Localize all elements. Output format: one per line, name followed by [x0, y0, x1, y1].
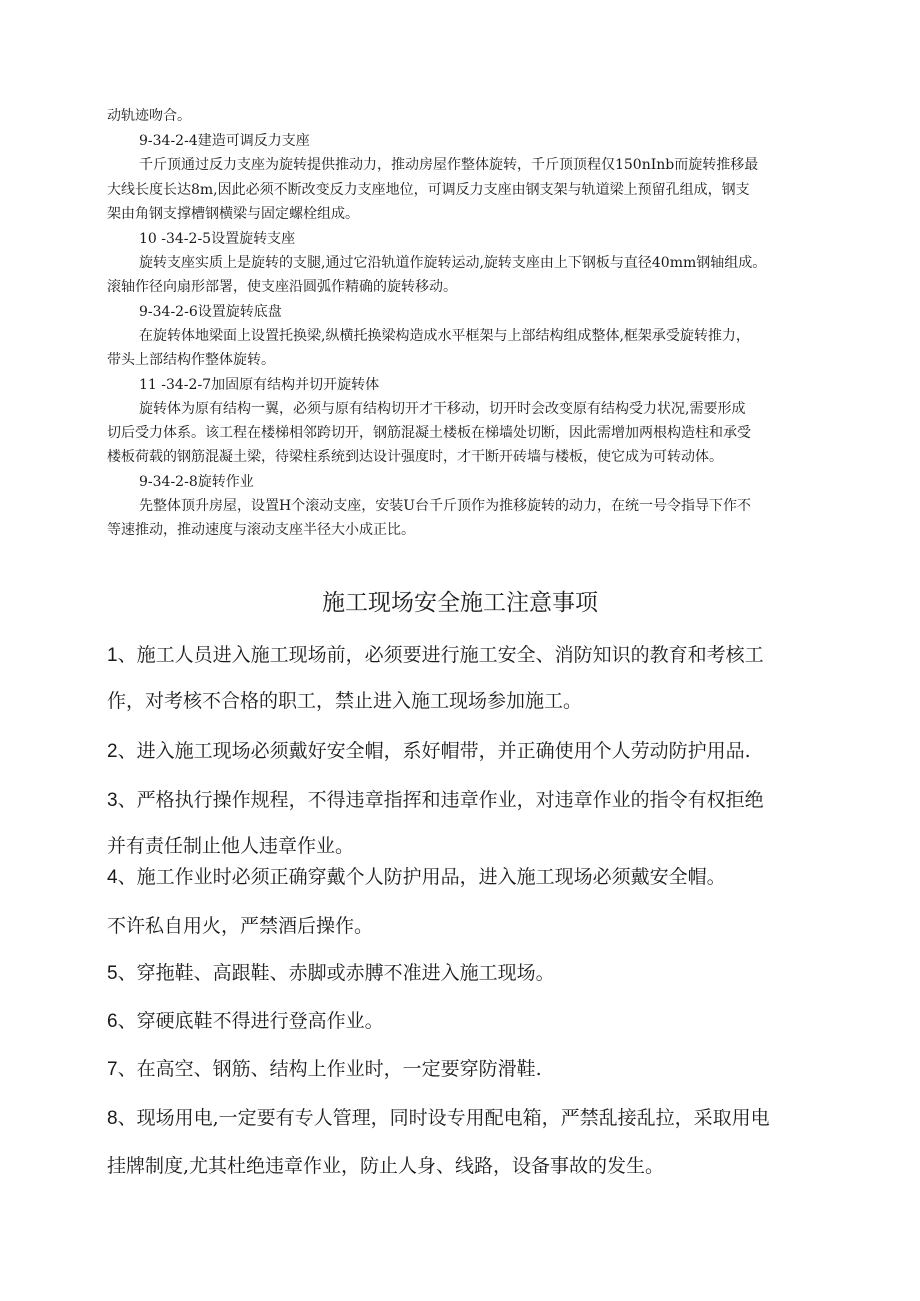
list-item-6 [107, 1008, 827, 1035]
list-item-1-continued: 作，对考核不合格的职工，禁止进入施工现场参加施工。 [107, 690, 583, 712]
item-text: 、穿拖鞋、高跟鞋、赤脚或赤膊不准进入施工现场。 [117, 962, 555, 984]
list-item-8-continued: 挂牌制度,尤其杜绝违章作业，防止人身、线路，设备事故的发生。 [107, 1155, 665, 1177]
item-text: 、施工人员进入施工现场前，必须要进行施工安全、消防知识的教育和考核工 [117, 644, 764, 666]
item-number: 7 [107, 1059, 118, 1080]
paragraph-line: 旋转支座实质上是旋转的支腿,通过它沿轨道作旋转运动,旋转支座由上下钢板与直径40mm钢轴组成。 [139, 255, 767, 271]
list-item-8 [107, 1105, 827, 1132]
paragraph-line: 带头上部结构作整体旋转。 [107, 352, 275, 368]
paragraph-line: 千斤顶通过反力支座为旋转提供推动力，推动房屋作整体旋转，千斤顶顶程仅150nInb而旋转推移最 [139, 157, 759, 173]
list-item-5 [107, 960, 827, 987]
paragraph-line: 旋转体为原有结构一翼，必须与原有结构切开才干移动，切开时会改变原有结构受力状况,需要形成 [139, 401, 746, 417]
paragraph-line: 等速推动，推动速度与滚动支座半径大小成正比。 [107, 522, 415, 538]
paragraph-line: 切后受力体系。该工程在楼梯相邻跨切开，钢筋混凝土楼板在梯墙处切断，因此需增加两根构造柱和承受 [107, 425, 751, 441]
list-item-1 [107, 642, 827, 669]
list-item-3 [107, 787, 827, 814]
item-number: 5 [107, 963, 118, 984]
section-heading: 10 -34-2-5设置旋转支座 [139, 231, 296, 247]
text-line: 动轨迹吻合。 [107, 108, 191, 124]
list-item-4 [107, 864, 827, 891]
item-text: 、穿硬底鞋不得进行登高作业。 [117, 1010, 384, 1032]
item-text: 、施工作业时必须正确穿戴个人防护用品，进入施工现场必须戴安全帽。 [117, 866, 726, 888]
item-text: 、进入施工现场必须戴好安全帽，系好帽带，并正确使用个人劳动防护用品. [117, 740, 751, 762]
paragraph-line: 滚轴作径向扇形部署，使支座沿圆弧作精确的旋转移动。 [107, 279, 457, 295]
paragraph-line: 大线长度长达8m,因此必须不断改变反力支座地位，可调反力支座由钢支架与轨道梁上预留孔组成，钢支 [107, 182, 750, 198]
item-number: 6 [107, 1011, 118, 1032]
list-item-7 [107, 1056, 827, 1083]
list-item-4-continued: 不许私自用火，严禁酒后操作。 [107, 915, 374, 937]
section-heading: 9-34-2-4建造可调反力支座 [139, 133, 310, 149]
item-number: 3 [107, 790, 118, 811]
document-title: 施工现场安全施工注意事项 [322, 590, 598, 616]
section-heading: 9-34-2-8旋转作业 [139, 474, 254, 490]
paragraph-line: 楼板荷载的钢筋混凝土梁，待梁柱系统到达设计强度时，才干断开砖墙与楼板，使它成为可转动体。 [107, 449, 723, 465]
item-text: 、在高空、钢筋、结构上作业时，一定要穿防滑鞋. [117, 1058, 542, 1080]
list-item-2 [107, 738, 827, 765]
item-number: 1 [107, 645, 118, 666]
item-text: 、严格执行操作规程，不得违章指挥和违章作业，对违章作业的指令有权拒绝 [117, 789, 764, 811]
item-number: 2 [107, 741, 118, 762]
paragraph-line: 架由角钢支撑槽钢横梁与固定螺栓组成。 [107, 206, 359, 222]
section-heading: 11 -34-2-7加固原有结构并切开旋转体 [139, 377, 380, 393]
item-number: 8 [107, 1108, 118, 1129]
item-text: 、现场用电,一定要有专人管理，同时设专用配电箱，严禁乱接乱拉，采取用电 [117, 1107, 770, 1129]
item-number: 4 [107, 867, 118, 888]
section-heading: 9-34-2-6设置旋转底盘 [139, 304, 282, 320]
paragraph-line: 先整体顶升房屋，设置H个滚动支座，安装U台千斤顶作为推移旋转的动力，在统一号令指导下作不 [139, 498, 752, 514]
list-item-3-continued: 并有责任制止他人违章作业。 [107, 835, 355, 857]
paragraph-line: 在旋转体地梁面上设置托换梁,纵横托换梁构造成水平框架与上部结构组成整体,框架承受旋转推力， [139, 328, 750, 344]
